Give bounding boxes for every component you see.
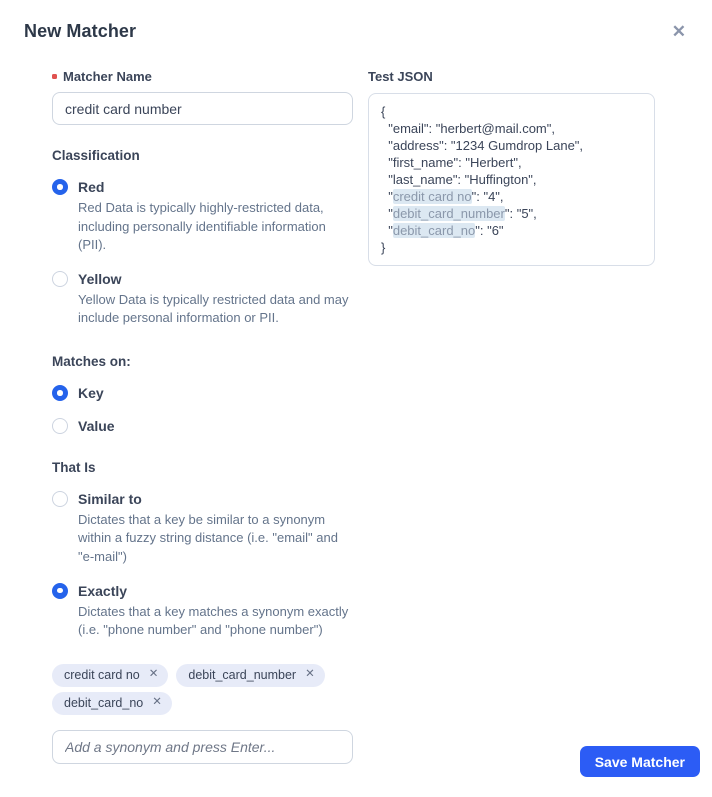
radio-option-label: Similar to xyxy=(78,490,142,507)
radio-option-exactly[interactable] xyxy=(52,582,353,640)
synonym-tag-label: credit card no xyxy=(64,667,140,682)
radio-option-label: Key xyxy=(78,384,104,401)
required-dot-icon xyxy=(52,74,57,79)
radio-selected-icon xyxy=(52,385,68,401)
radio-option-description: Dictates that a key be similar to a synonym within a fuzzy string distance (i.e. "email" and "e-mail") xyxy=(78,511,338,565)
synonym-input[interactable] xyxy=(52,730,353,764)
radio-option-red[interactable] xyxy=(52,178,353,255)
radio-unselected-icon xyxy=(52,271,68,287)
that-is-radio-group xyxy=(52,490,353,640)
radio-option-text xyxy=(78,384,353,402)
matches-on-label: Matches on: xyxy=(52,353,131,369)
test-json-editor[interactable] xyxy=(368,93,655,266)
classification-section xyxy=(52,148,353,328)
json-line: "email": "herbert@mail.com", xyxy=(381,121,555,136)
that-is-label: That Is xyxy=(52,459,96,475)
radio-option-label: Exactly xyxy=(78,582,128,599)
json-line: "credit card no": "4", xyxy=(381,189,504,204)
synonym-tag-debit-card-no xyxy=(52,692,172,715)
radio-option-text xyxy=(78,582,353,640)
json-line: } xyxy=(381,240,386,255)
modal-header xyxy=(0,0,712,42)
radio-selected-icon xyxy=(52,583,68,599)
synonym-tag-debit-card-number xyxy=(176,664,324,687)
radio-selected-icon xyxy=(52,179,68,195)
synonym-tag-list xyxy=(52,664,353,715)
matcher-name-label xyxy=(52,69,353,84)
modal-footer xyxy=(580,746,700,777)
radio-option-similar-to[interactable] xyxy=(52,490,353,567)
radio-option-value[interactable] xyxy=(52,417,353,435)
radio-option-label: Value xyxy=(78,417,115,434)
json-line: "address": "1234 Gumdrop Lane", xyxy=(381,138,584,153)
synonym-tag-label: debit_card_no xyxy=(64,695,144,710)
matcher-name-label-text: Matcher Name xyxy=(63,69,152,84)
form-column xyxy=(52,69,353,764)
close-button[interactable] xyxy=(670,21,688,42)
matches-on-radio-group xyxy=(52,384,353,435)
remove-tag-icon[interactable]: ✕ xyxy=(148,668,159,681)
classification-label: Classification xyxy=(52,148,140,163)
radio-option-text xyxy=(78,178,353,255)
page-title: New Matcher xyxy=(24,21,137,41)
radio-option-text xyxy=(78,270,353,328)
close-icon: ✕ xyxy=(671,22,686,41)
radio-option-description: Yellow Data is typically restricted data and may include personal information or PII. xyxy=(78,291,349,326)
json-line: "debit_card_number": "5", xyxy=(381,206,537,221)
matched-key-highlight: debit_card_number xyxy=(392,206,505,221)
radio-option-description: Red Data is typically highly-restricted data, including personally identifiable information (PII). xyxy=(78,200,326,253)
remove-tag-icon[interactable]: ✕ xyxy=(152,696,162,709)
json-line: "first_name": "Herbert", xyxy=(381,155,522,170)
json-line: "debit_card_no": "6" xyxy=(381,223,504,238)
json-line: { xyxy=(381,104,386,119)
classification-radio-group xyxy=(52,178,353,328)
that-is-section xyxy=(52,460,353,640)
save-matcher-button[interactable]: Save Matcher xyxy=(580,746,700,777)
radio-option-description: Dictates that a key matches a synonym exactly (i.e. "phone number" and "phone number") xyxy=(78,603,349,638)
matches-on-section xyxy=(52,354,353,435)
radio-unselected-icon xyxy=(52,491,68,507)
json-line: "last_name": "Huffington", xyxy=(381,172,537,187)
test-json-label: Test JSON xyxy=(368,69,433,84)
radio-unselected-icon xyxy=(52,418,68,434)
matched-key-highlight: credit card no xyxy=(392,189,472,204)
remove-tag-icon[interactable]: ✕ xyxy=(305,668,315,681)
matcher-name-input[interactable] xyxy=(52,92,353,125)
radio-option-text xyxy=(78,417,353,435)
radio-option-label: Yellow xyxy=(78,270,122,287)
modal-body xyxy=(0,42,712,764)
synonym-tag-credit-card-no xyxy=(52,664,168,687)
radio-option-text xyxy=(78,490,353,567)
radio-option-label: Red xyxy=(78,179,105,195)
radio-option-yellow[interactable] xyxy=(52,270,353,328)
test-json-column xyxy=(368,69,655,764)
radio-option-key[interactable] xyxy=(52,384,353,402)
matcher-name-field xyxy=(52,69,353,125)
matched-key-highlight: debit_card_no xyxy=(392,223,476,238)
synonym-tag-label: debit_card_number xyxy=(188,667,297,682)
